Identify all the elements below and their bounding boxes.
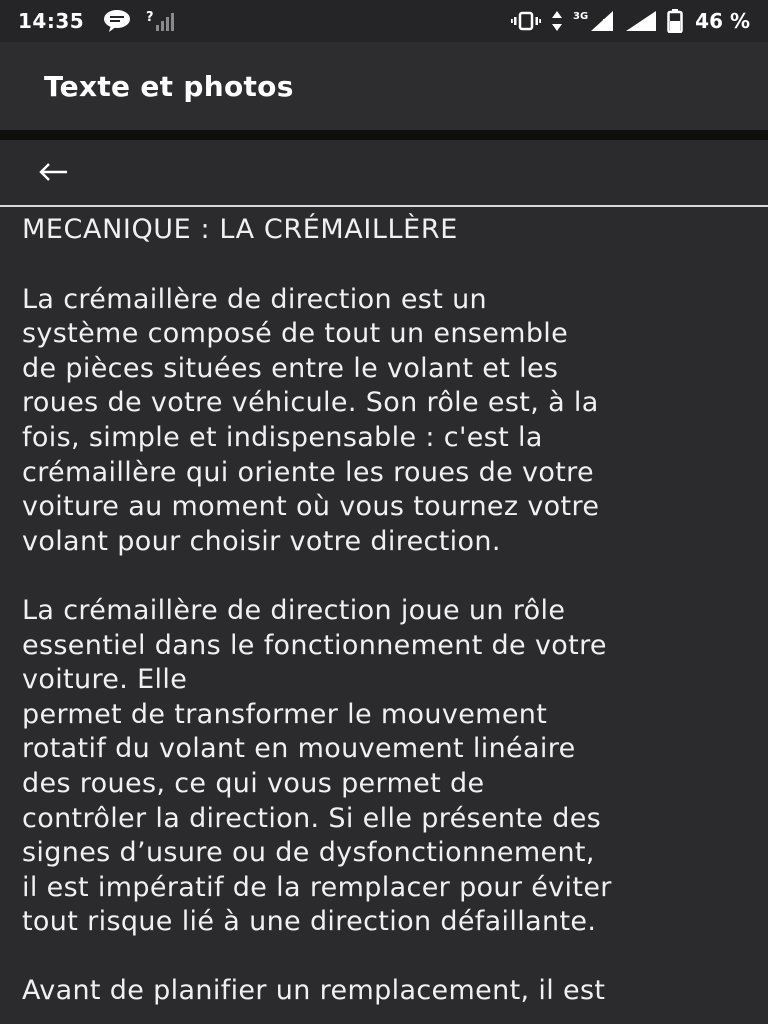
- battery-percent: 46 %: [695, 9, 750, 33]
- text-line: volant pour choisir votre direction.: [22, 525, 501, 557]
- article-heading: MECANIQUE : LA CRÉMAILLÈRE: [22, 214, 458, 245]
- chat-bubble-icon: [102, 9, 132, 33]
- status-bar-left: [18, 9, 190, 33]
- wifi-signal-icon: [625, 9, 657, 33]
- text-line: roues de votre véhicule. Son rôle est, à la: [22, 387, 599, 419]
- text-line: fois, simple et indispensable : c'est la: [22, 421, 543, 453]
- content-divider: [0, 205, 768, 207]
- text-line: rotatif du volant en mouvement linéaire: [22, 733, 576, 765]
- text-line: voiture. Elle: [22, 664, 188, 696]
- text-line: des roues, ce qui vous permet de: [22, 767, 485, 799]
- mobile-signal-icon: [589, 9, 615, 33]
- text-line: Avant de planifier un remplacement, il est: [22, 975, 606, 1007]
- arrow-left-icon: [39, 162, 69, 186]
- network-type-label: 3G: [572, 10, 589, 22]
- text-line: crémaillère qui oriente les roues de votre: [22, 456, 594, 488]
- status-time: 14:35: [18, 9, 85, 33]
- back-button[interactable]: [28, 154, 80, 194]
- status-bar: [0, 0, 768, 42]
- navigation-row: [0, 140, 768, 206]
- text-line: essentiel dans le fonctionnement de votre: [22, 629, 607, 661]
- text-line: La crémaillère de direction joue un rôle: [22, 594, 566, 626]
- paragraph-spacer: [22, 248, 752, 283]
- text-line: de pièces situées entre le volant et les: [22, 352, 559, 384]
- text-line: système composé de tout un ensemble: [22, 318, 569, 350]
- svg-text:?: ?: [146, 10, 154, 25]
- page-title: Texte et photos: [44, 69, 294, 103]
- text-line: il est impératif de la remplacer pour éviter: [22, 871, 612, 903]
- article-paragraph: [22, 974, 752, 1009]
- paragraph-spacer: [22, 559, 752, 594]
- text-line: voiture au moment où vous tournez votre: [22, 491, 600, 523]
- app-bar-divider: [0, 130, 768, 140]
- article-paragraph: [22, 594, 752, 940]
- data-arrows-icon: [551, 10, 563, 32]
- text-line: permet de transformer le mouvement: [22, 698, 548, 730]
- no-sim-signal-icon: [146, 9, 176, 33]
- status-bar-right: [511, 9, 750, 33]
- vibrate-icon: [511, 10, 541, 32]
- text-line: signes d’usure ou de dysfonctionnement,: [22, 837, 595, 869]
- app-bar: [0, 42, 768, 130]
- text-line: La crémaillère de direction est un: [22, 283, 488, 315]
- article-content[interactable]: [0, 212, 768, 1024]
- text-line: contrôler la direction. Si elle présente des: [22, 802, 602, 834]
- text-line: tout risque lié à une direction défaillante.: [22, 906, 597, 938]
- article-paragraph: [22, 283, 752, 560]
- battery-icon: [667, 9, 683, 33]
- paragraph-spacer: [22, 940, 752, 975]
